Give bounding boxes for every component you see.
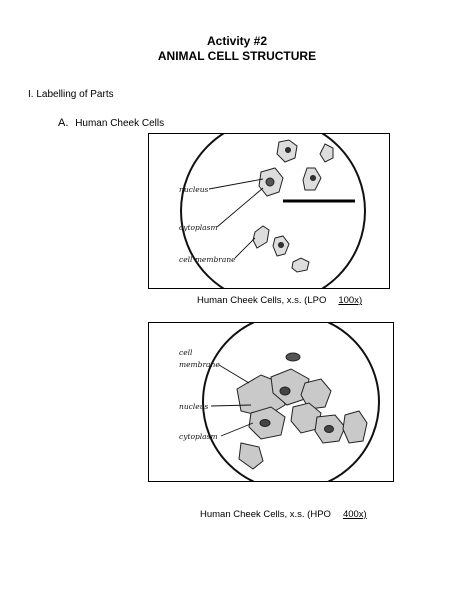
cell-nucleus-dot [325, 426, 334, 433]
cell-nucleus-dot [266, 178, 274, 186]
hpo-caption-text: Human Cheek Cells, x.s. (HPO [200, 509, 331, 520]
cell-lower-left [253, 226, 269, 248]
lpo-cells [253, 140, 333, 272]
hpo-drawing-frame [148, 322, 394, 482]
cell-right-edge [343, 411, 367, 443]
cell-nucleus-dot [286, 148, 291, 153]
label-cytoplasm: cytoplasm [179, 432, 218, 441]
label-cell-membrane-2: membrane [179, 360, 220, 369]
leader-membrane [235, 238, 255, 258]
lpo-caption [197, 295, 362, 306]
subsection-heading [58, 117, 164, 129]
lpo-drawing-frame [148, 133, 390, 289]
hpo-magnification: 400x) [342, 509, 367, 520]
leader-cytoplasm [217, 188, 263, 227]
hpo-caption [200, 509, 367, 520]
cell-top-right [320, 144, 333, 162]
hpo-cells [237, 353, 367, 469]
cell-nucleus-dot [279, 243, 284, 248]
label-nucleus: nucleus [179, 402, 209, 411]
cell-bottom-left [239, 443, 263, 469]
section-heading: I. Labelling of Parts [28, 89, 114, 100]
hpo-microscope-drawing [149, 323, 393, 481]
activity-title: Activity #2 [206, 34, 268, 48]
leader-nucleus [209, 179, 263, 189]
lpo-microscope-drawing [149, 134, 389, 288]
field-of-view-circle [181, 134, 365, 288]
leader-cytoplasm [221, 423, 253, 436]
cell-nucleus-dot [311, 176, 316, 181]
lpo-magnification: 100x) [338, 295, 363, 306]
subsection-letter: A. [58, 117, 69, 129]
label-cell-membrane-1: cell [179, 348, 193, 357]
cell-nucleus-dot [260, 420, 270, 427]
subsection-title: Human Cheek Cells [75, 118, 165, 129]
label-cell-membrane: cell membrane [179, 255, 236, 264]
lpo-caption-text: Human Cheek Cells, x.s. (LPO [197, 295, 327, 306]
leader-membrane [219, 365, 249, 383]
activity-topic: ANIMAL CELL STRUCTURE [157, 49, 317, 63]
label-cytoplasm: cytoplasm [179, 223, 218, 232]
cell-nucleus-dot [280, 387, 290, 395]
cell-nucleus-dot [286, 353, 300, 361]
label-nucleus: nucleus [179, 185, 209, 194]
cell-bottom [292, 258, 309, 272]
